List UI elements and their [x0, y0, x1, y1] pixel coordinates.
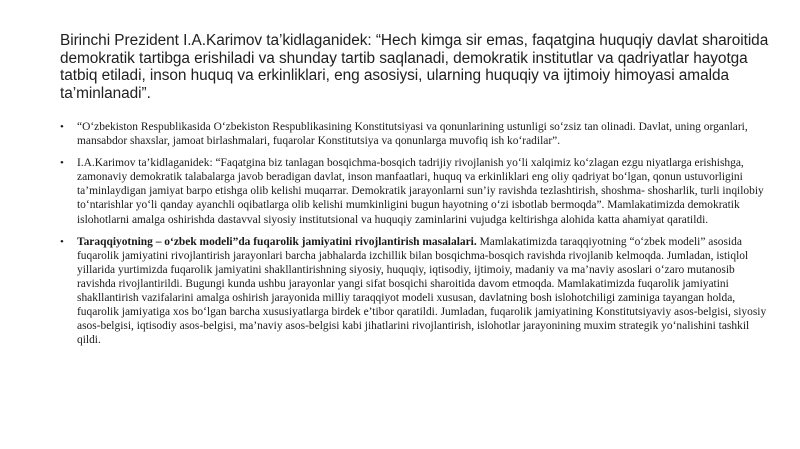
- bullet-text: “O‘zbekiston Respublikasida O‘zbekiston Respublikasining Konstitutsiyasi va qonunlarining ustunligi so‘zsiz tan olinadi. Davlat, uning organlari, mansabdor shaxslar, jamoat birlashmalari, fuqarolar Konstitutsiya va qonunlarga muvofiq ish ko‘radilar”.: [77, 121, 748, 148]
- slide-heading: Birinchi Prezident I.A.Karimov ta’kidlaganidek: “Hech kimga sir emas, faqatgina huquqiy davlat sharoitida demokratik tartibga erishiladi va shunday tartib saqlanadi, demokratik institutlar va qadriyatlar hayotga tatbiq etiladi, inson huquq va erkinliklari, eng asosiysi, ularning huquqiy va ijtimoiy himoyasi amalda ta’minlanadi”.: [60, 32, 769, 102]
- bullet-item: [60, 235, 770, 348]
- slide: [60, 32, 770, 355]
- bullet-marker: •: [60, 157, 64, 170]
- bullet-item: [60, 120, 770, 148]
- bullet-text: I.A.Karimov ta’kidlaganidek: “Faqatgina biz tanlagan bosqichma-bosqich tadrijiy rivojlanish yo‘li xalqimiz ko‘zlagan ezgu niyatlarga erishishga, zamonaviy demokratik talabalarga javob beradigan davlat, inson manfaatlari, huquq va erkinliklari eng oliy qadriyat bo‘lgan, qonun ustuvorligini ta’minlaydigan jamiyat barpo etishga olib kelishi muqarrar. Demokratik jarayonlarni sun’iy ravishda tezlashtirish, shoshma- shosharlik, turli inqilobiy to‘ntarishlar yo‘li qanday ayanchli oqibatlarga olib kelishi mumkinligini bugun hayotning o‘zi isbotlab bermoqda”. Mamlakatimizda demokratik islohotlarni amalga oshirishda dastavval siyosiy institutsional va huquqiy zaminlarini vujudga keltirishga alohida katta ahamiyat qaratildi.: [77, 157, 764, 226]
- bullet-list: [60, 120, 770, 347]
- bullet-text: Mamlakatimizda taraqqiyotning “o‘zbek modeli” asosida fuqarolik jamiyatini rivojlantirish jarayonlari barcha jabhalarda izchillik bilan bosqichma-bosqich ravishda rivojlanib kelmoqda. Jumladan, istiqlol yillarida yurtimizda fuqarolik jamiyatini shakllantirishning siyosiy, huquqiy, iqtisodiy, ijtimoiy, madaniy va ma’naviy asoslari o‘zaro mutanosib ravishda rivojlantirildi. Bugungi kunda ushbu jarayonlar yangi sifat bosqichi sharoitida davom etmoqda. Mamlakatimizda fuqarolik jamiyatini shakllantirish vazifalarini amalga oshirish jarayonida milliy taraqqiyot modeli xususan, davlatning bosh islohotchiligi zaminiga tayangan holda, fuqarolik jamiyatiga xos bo‘lgan barcha xususiyatlarga birdek e’tibor qaratildi. Jumladan, fuqarolik jamiyatining Konstitutsiyaviy asos-belgisi, siyosiy asos-belgisi, iqtisodiy asos-belgisi, ma’naviy asos-belgisi kabi jihatlarini rivojlantirish, islohotlar jarayonining muxim strategik yo‘nalishini tashkil qildi.: [77, 235, 767, 347]
- bullet-marker: •: [60, 121, 64, 133]
- bullet-marker: •: [60, 235, 64, 248]
- bullet-item: [60, 156, 770, 226]
- bullet-bold-lead: Taraqqiyotning – o‘zbek modeli”da fuqarolik jamiyatini rivojlantirish masalalari.: [77, 235, 477, 248]
